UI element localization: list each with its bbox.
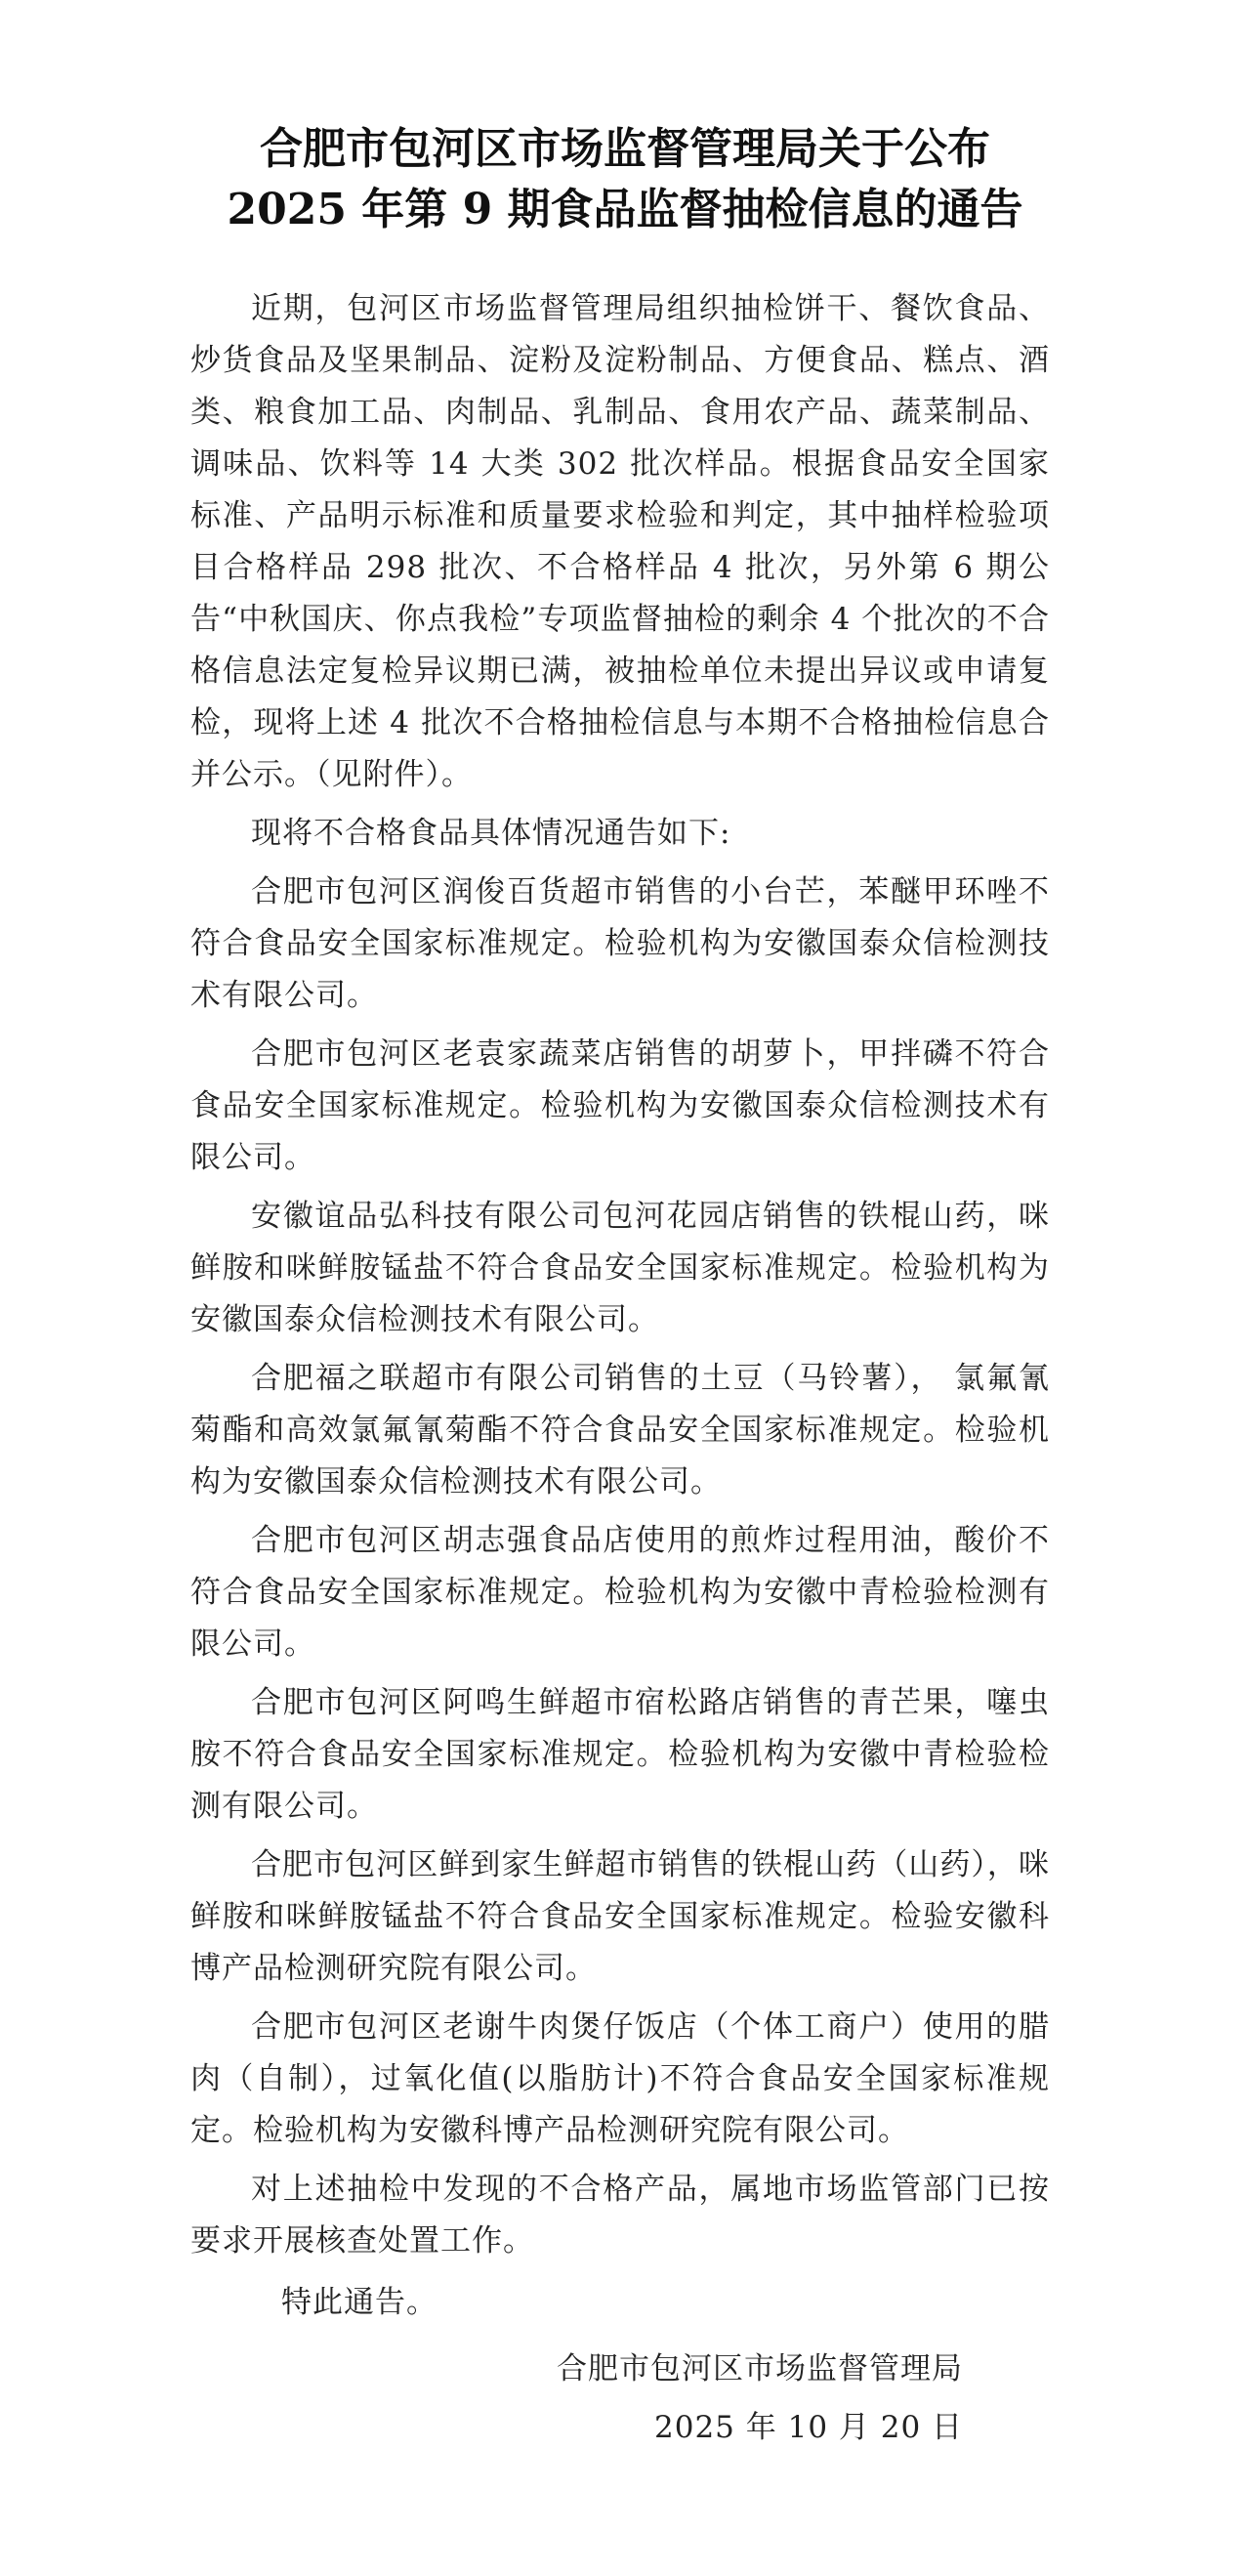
finding-paragraph: 合肥市包河区阿鸣生鲜超市宿松路店销售的青芒果，噻虫胺不符合食品安全国家标准规定。检验机构为安徽中青检验检测有限公司。	[190, 1685, 1050, 1824]
issue-date: 2025 年 10 月 20 日	[654, 2410, 964, 2445]
title-line-2: 2025 年第 9 期食品监督抽检信息的通告	[227, 185, 1023, 234]
closing-text: 特此通告。	[281, 2285, 438, 2320]
issuing-organization: 合肥市包河区市场监督管理局	[557, 2351, 963, 2386]
document-title	[156, 119, 1094, 240]
notice-lead-paragraph: 现将不合格食品具体情况通告如下:	[251, 816, 731, 851]
finding-paragraph: 合肥福之联超市有限公司销售的土豆（马铃薯）， 氯氟氰菊酯和高效氯氟氰菊酯不符合食品安全国家标准规定。检验机构为安徽国泰众信检测技术有限公司。	[190, 1361, 1050, 1499]
disposal-paragraph: 对上述抽检中发现的不合格产品，属地市场监管部门已按要求开展核查处置工作。	[190, 2172, 1050, 2259]
intro-paragraph: 近期，包河区市场监督管理局组织抽检饼干、餐饮食品、炒货食品及坚果制品、淀粉及淀粉制品、方便食品、糕点、酒类、粮食加工品、肉制品、乳制品、食用农产品、蔬菜制品、调味品、饮料等 14 大类 302 批次样品。根据食品安全国家标准、产品明示标准和质量要求检验和判定，其中抽样检验项目合格样品 298 批次、不合格样品 4 批次，另外第 6 期公告“中秋国庆、你点我检”专项监督抽检的剩余 4 个批次的不合格信息法定复检异议期已满，被抽检单位未提出异议或申请复检，现将上述 4 批次不合格抽检信息与本期不合格抽检信息合并公示。（见附件）。	[190, 291, 1050, 792]
finding-paragraph: 合肥市包河区鲜到家生鲜超市销售的铁棍山药（山药），咪鲜胺和咪鲜胺锰盐不符合食品安全国家标准规定。检验安徽科博产品检测研究院有限公司。	[190, 1847, 1050, 1986]
finding-paragraph: 合肥市包河区老谢牛肉煲仔饭店（个体工商户）使用的腊肉（自制），过氧化值(以脂肪计)不符合食品安全国家标准规定。检验机构为安徽科博产品检测研究院有限公司。	[190, 2009, 1050, 2148]
document-body	[190, 283, 1050, 2336]
signature-block	[547, 2340, 1035, 2457]
finding-paragraph: 合肥市包河区胡志强食品店使用的煎炸过程用油，酸价不符合食品安全国家标准规定。检验机构为安徽中青检验检测有限公司。	[190, 1523, 1050, 1662]
finding-paragraph: 安徽谊品弘科技有限公司包河花园店销售的铁棍山药，咪鲜胺和咪鲜胺锰盐不符合食品安全国家标准规定。检验机构为安徽国泰众信检测技术有限公司。	[190, 1199, 1050, 1337]
finding-paragraph: 合肥市包河区润俊百货超市销售的小台芒，苯醚甲环唑不符合食品安全国家标准规定。检验机构为安徽国泰众信检测技术有限公司。	[190, 874, 1050, 1013]
finding-paragraph: 合肥市包河区老袁家蔬菜店销售的胡萝卜，甲拌磷不符合食品安全国家标准规定。检验机构为安徽国泰众信检测技术有限公司。	[190, 1036, 1050, 1175]
title-line-1: 合肥市包河区市场监督管理局关于公布	[260, 124, 990, 174]
